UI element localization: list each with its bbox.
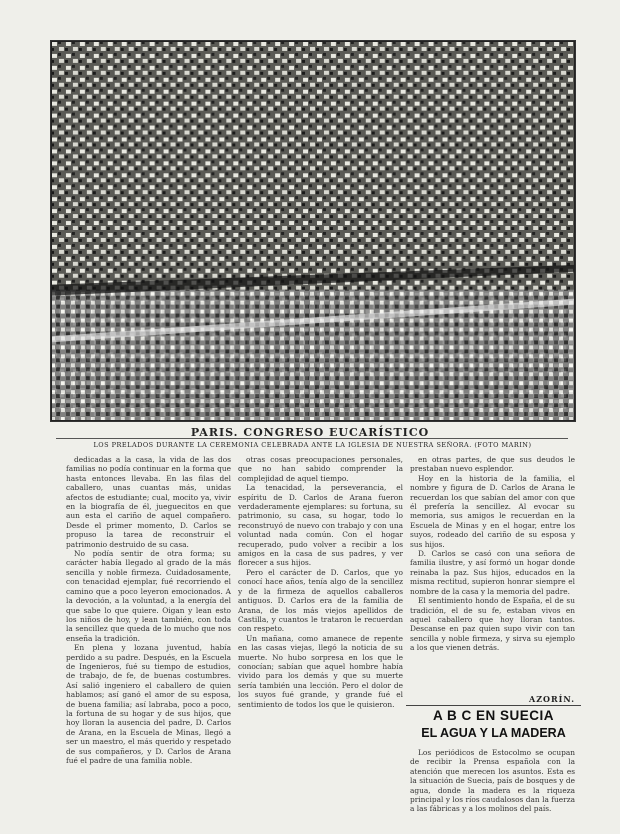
paragraph: otras cosas preocupaciones personales, que no han sabido comprender la complejidad de aquel tiempo. bbox=[238, 455, 403, 483]
caption-subtitle: LOS PRELADOS DURANTE LA CEREMONIA CELEBRADA ANTE LA IGLESIA DE NUESTRA SEÑORA. (FOTO MARIN) bbox=[93, 441, 532, 449]
caption-title: PARIS. CONGRESO EUCARÍSTICO bbox=[190, 426, 430, 439]
paragraph: El sentimiento hondo de España, el de su tradición, el de su fe, estaban vivos en aquel caballero que hoy lloran tantos. Descanse en paz quien supo vivir con tan sencilla y noble firmeza, y sirva su ejemplo a los que vienen detrás. bbox=[410, 596, 575, 653]
headline-agua-madera: EL AGUA Y LA MADERA bbox=[421, 726, 566, 740]
paragraph: D. Carlos se casó con una señora de familia ilustre, y así formó un hogar donde reinaba la paz. Sus hijos, educados en la misma rectitud, supieron honrar siempre el nombre de la casa y la memoria del padre. bbox=[410, 549, 575, 596]
congress-photo bbox=[50, 40, 576, 422]
paragraph: dedicadas a la casa, la vida de las dos familias no podía continuar en la forma que hasta entonces llevaba. En las filas del caballero, unas cuantas más, unidas afectos de estudiante; cual, mocito ya, vivir en la biografía de él, jueguecitos en que aun esta el cariño de aquel compañero. Desde el primer momento, D. Carlos se propuso la tarea de reconstruir el patrimonio destruido de su casa. bbox=[66, 455, 231, 549]
crowd-photo-image bbox=[51, 41, 575, 421]
paragraph: en otras partes, de que sus deudos le prestaban nuevo esplendor. bbox=[410, 455, 575, 474]
article-column-3 bbox=[410, 455, 575, 700]
paragraph: Pero el carácter de D. Carlos, que yo conocí hace años, tenía algo de la sencillez y de la firmeza de aquellos caballeros antiguos. D. Carlos era de la familia de Arana, de los más viejos apellidos de Castilla, y cuantos le trataron le recuerdan con respeto. bbox=[238, 567, 403, 634]
author-signature: AZORÍN. bbox=[529, 694, 575, 704]
article-column-4 bbox=[410, 748, 575, 818]
paragraph: La tenacidad, la perseverancia, el espíritu de D. Carlos de Arana fueron verdaderamente ejemplares: su fortuna, su patrimonio, su casa, su hogar, todo lo reconstruyó de nuevo con trabajo y con una voluntad nada común. Con el hogar recuperado, pudo volver a recibir a los amigos en la casa de sus padres, y ver florecer a sus hijos. bbox=[238, 483, 403, 568]
caption-divider bbox=[56, 438, 568, 439]
paragraph: En plena y lozana juventud, había perdido a su padre. Después, en la Escuela de Ingenieros, fué su tiempo de estudios, de trabajo, de fe, de buenas costumbres. Así salió ingeniero el caballero de quien hablamos; así ganó el amor de su esposa, de buena familia; así labraba, poco a poco, la fortuna de su hogar y de sus hijos, que hoy lloran la ausencia del padre, D. Carlos de Arana, en la Escuela de Minas, llegó a ser un maestro, el más querido y respetado de sus compañeros, y D. Carlos de Arana fué el padre de una familia noble. bbox=[66, 643, 231, 765]
paragraph: Los periódicos de Estocolmo se ocupan de recibir la Prensa española con la atención que merecen los asuntos. Esta es la situación de Suecia, país de bosques y de agua, donde la madera es la riqueza principal y los ríos caudalosos dan la fuerza a las fábricas y a los molinos del país. bbox=[410, 748, 575, 814]
paragraph: Un mañana, como amanece de repente en las casas viejas, llegó la noticia de su muerte. No hubo sorpresa en los que le conocían; sabían que aquel hombre había vivido para los demás y que su muerte sería también una lección. Pero el dolor de los suyos fué grande, y grande fué el sentimiento de todos los que le quisieron. bbox=[238, 633, 403, 709]
article-column-1 bbox=[66, 455, 231, 815]
paragraph: No podía sentir de otra forma; su carácter había llegado al grado de la más sencilla y noble firmeza. Cuidadosamente, con tenacidad ejemplar, fué recorriendo el camino que a poco leyeron emocionados. A la devoción, a la voluntad, a la energía del que sabe lo que quiere. Oigan y lean esto los niños de hoy, y lean también, con toda la sencillez que queda de lo mucho que nos enseña la tradición. bbox=[66, 549, 231, 643]
paragraph: Hoy en la historia de la familia, el nombre y figura de D. Carlos de Arana le recuerdan los que sabían del amor con que él prefería la sencillez. Al evocar su memoria, sus amigos le recuerdan en la Escuela de Minas y en el hogar, entre los suyos, rodeado del cariño de su esposa y sus hijos. bbox=[410, 473, 575, 549]
headline-abc-suecia: A B C EN SUECIA bbox=[406, 705, 581, 723]
article-column-2 bbox=[238, 455, 403, 815]
